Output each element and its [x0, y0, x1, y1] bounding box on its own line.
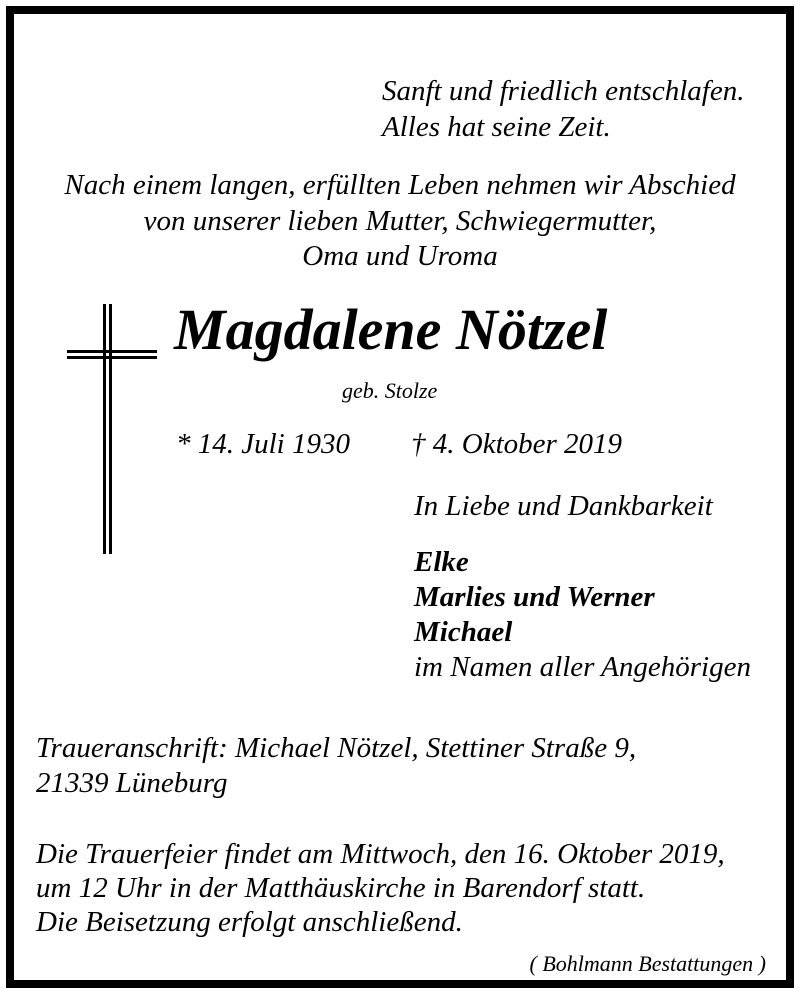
death-date: † 4. Oktober 2019	[411, 428, 623, 460]
undertaker: ( Bohlmann Bestattungen )	[529, 951, 766, 976]
intro-line-3: Oma und Uroma	[302, 240, 498, 272]
ceremony-line-2: um 12 Uhr in der Matthäuskirche in Barendorf statt.	[36, 872, 646, 904]
birth-name: geb. Stolze	[342, 378, 438, 403]
intro-line-2: von unserer lieben Mutter, Schwiegermutter,	[143, 205, 657, 237]
intro-line-1: Nach einem langen, erfüllten Leben nehmen wir Abschied	[64, 169, 736, 201]
birth-date: * 14. Juli 1930	[176, 428, 350, 460]
deceased-name: Magdalene Nötzel	[174, 297, 608, 362]
mourners-closing: im Namen aller Angehörigen	[414, 651, 751, 683]
motto-line-1: Sanft und friedlich entschlafen.	[382, 75, 745, 107]
obituary-frame	[6, 6, 794, 988]
ceremony-line-1: Die Trauerfeier findet am Mittwoch, den 16. Oktober 2019,	[36, 838, 725, 870]
motto-line-2: Alles hat seine Zeit.	[382, 111, 611, 143]
cross-icon	[67, 304, 157, 554]
mourner-name-2: Marlies und Werner	[414, 581, 655, 613]
mourners-intro: In Liebe und Dankbarkeit	[414, 490, 713, 522]
address-line-1: Traueranschrift: Michael Nötzel, Stettiner Straße 9,	[36, 732, 637, 764]
ceremony-line-3: Die Beisetzung erfolgt anschließend.	[36, 906, 463, 938]
mourner-name-3: Michael	[414, 616, 513, 648]
mourner-name-1: Elke	[414, 546, 469, 578]
address-line-2: 21339 Lüneburg	[36, 767, 228, 799]
